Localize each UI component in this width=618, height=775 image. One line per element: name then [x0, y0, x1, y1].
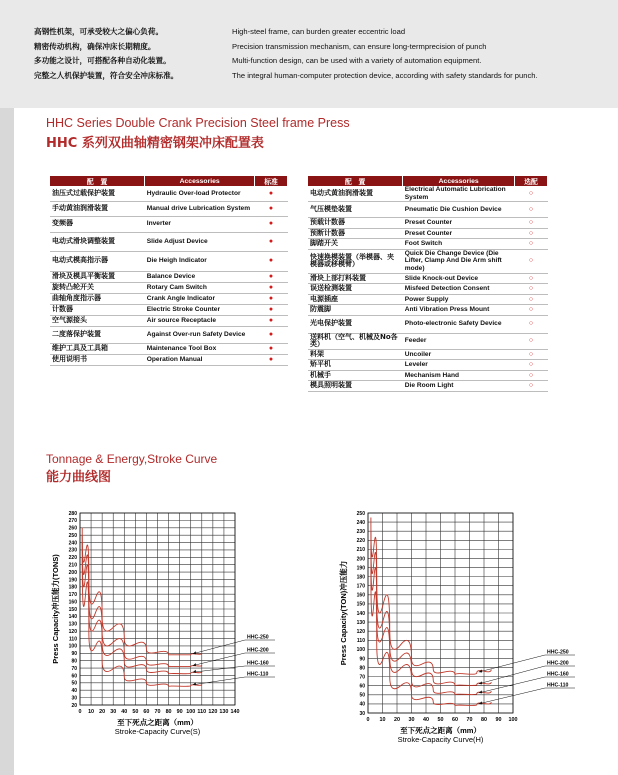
feature-en: The integral human-computer protection device, according with safety standards for punch. — [232, 70, 538, 80]
features-band — [0, 0, 618, 108]
row-en: Foot Switch — [403, 239, 515, 250]
y-tick-label: 100 — [68, 643, 77, 650]
table-row — [50, 186, 288, 201]
standard-accessories-table — [50, 176, 288, 366]
row-en: Slide Knock-out Device — [403, 273, 515, 284]
row-mark: ○ — [515, 249, 548, 273]
row-en: Die Room Light — [403, 381, 515, 392]
y-tick-label: 180 — [68, 584, 77, 591]
y-tick-label: 20 — [71, 702, 77, 709]
table-row — [50, 293, 288, 304]
curve-title-cn: 能力曲线图 — [46, 470, 112, 485]
row-cn: 矫平机 — [308, 360, 403, 371]
y-tick-label: 60 — [359, 683, 365, 690]
y-tick-label: 140 — [356, 610, 365, 617]
y-tick-label: 260 — [68, 525, 77, 532]
row-mark: ○ — [515, 333, 548, 349]
y-tick-label: 120 — [356, 628, 365, 635]
row-en: Anti Vibration Press Mount — [403, 305, 515, 316]
y-axis-label: Press Capacity(TON)冲压能力 — [339, 560, 348, 666]
y-tick-label: 200 — [356, 556, 365, 563]
series-label: HHC-160 — [247, 660, 269, 667]
row-mark: ○ — [515, 186, 548, 202]
row-mark: ● — [255, 282, 288, 293]
x-tick-label: 140 — [230, 709, 240, 715]
y-tick-label: 120 — [68, 628, 77, 635]
row-en: Leveler — [403, 360, 515, 371]
x-tick-label: 80 — [165, 709, 172, 715]
row-en: Rotary Cam Switch — [145, 282, 255, 293]
x-tick-label: 120 — [208, 709, 218, 715]
table-row — [308, 218, 548, 229]
row-mark: ○ — [515, 370, 548, 381]
x-tick-label: 90 — [176, 709, 183, 715]
row-cn: 变频器 — [50, 216, 145, 232]
x-tick-label: 70 — [466, 717, 473, 723]
feature-cn: 精密传动机构，确保冲床长期精度。 — [34, 41, 156, 51]
leader-arrow — [193, 651, 196, 654]
y-tick-label: 250 — [68, 532, 77, 539]
table-row — [50, 271, 288, 282]
row-en: Against Over-run Safety Device — [145, 326, 255, 343]
table-row — [308, 381, 548, 392]
x-tick-label: 0 — [78, 709, 82, 715]
y-tick-label: 140 — [68, 614, 77, 621]
table-row — [50, 354, 288, 365]
opt-header-config: 配 置 — [308, 176, 403, 186]
row-mark: ○ — [515, 202, 548, 218]
row-mark: ● — [255, 354, 288, 365]
x-tick-label: 50 — [132, 709, 139, 715]
row-cn: 模具照明装置 — [308, 381, 403, 392]
table-row — [308, 284, 548, 295]
row-cn: 滑块及模具平衡装置 — [50, 271, 145, 282]
row-mark: ● — [255, 232, 288, 251]
row-en: Mechanism Hand — [403, 370, 515, 381]
x-tick-label: 10 — [88, 709, 95, 715]
table-row — [50, 282, 288, 293]
x-tick-label: 30 — [110, 709, 117, 715]
leader-line — [479, 655, 545, 672]
x-tick-label: 130 — [219, 709, 229, 715]
row-cn: 防震脚 — [308, 305, 403, 316]
x-tick-label: 50 — [437, 717, 444, 723]
series-label: HHC-110 — [247, 671, 269, 678]
table-row — [50, 343, 288, 354]
row-mark: ● — [255, 304, 288, 315]
x-tick-label: 20 — [99, 709, 106, 715]
row-en: Preset Counter — [403, 228, 515, 239]
row-cn: 误送检测装置 — [308, 284, 403, 295]
y-tick-label: 30 — [359, 710, 365, 717]
y-tick-label: 130 — [356, 619, 365, 626]
y-tick-label: 70 — [71, 665, 77, 672]
x-tick-label: 30 — [408, 717, 415, 723]
table-row — [50, 216, 288, 232]
left-decor-bar — [0, 108, 14, 775]
std-header-accessories: Accessories — [145, 176, 255, 186]
y-tick-label: 170 — [356, 583, 365, 590]
leader-line — [193, 640, 245, 654]
x-tick-label: 40 — [423, 717, 429, 723]
row-cn: 料架 — [308, 349, 403, 360]
row-cn: 预断计数器 — [308, 228, 403, 239]
series-label: HHC-110 — [547, 682, 569, 689]
feature-en: Multi-function design, can be used with a variety of automation equipment. — [232, 56, 482, 65]
row-mark: ● — [255, 293, 288, 304]
y-tick-label: 190 — [356, 565, 365, 572]
y-tick-label: 250 — [356, 510, 365, 517]
curve-title-en: Tonnage & Energy,Stroke Curve — [46, 452, 218, 466]
y-tick-label: 160 — [356, 592, 365, 599]
table-row — [50, 315, 288, 326]
row-en: Quick Die Change Device (Die Lifter, Clamp And Die Arm shift mode) — [403, 249, 515, 273]
opt-header-optional: 选配 — [515, 176, 548, 186]
y-tick-label: 220 — [68, 555, 77, 562]
row-cn: 预载计数器 — [308, 218, 403, 229]
row-cn: 计数器 — [50, 304, 145, 315]
y-tick-label: 280 — [68, 510, 77, 517]
y-tick-label: 170 — [68, 592, 77, 599]
row-mark: ○ — [515, 284, 548, 295]
y-tick-label: 220 — [356, 538, 365, 545]
x-tick-label: 0 — [366, 717, 370, 723]
row-mark: ● — [255, 315, 288, 326]
row-cn: 气压模垫装置 — [308, 202, 403, 218]
y-tick-label: 180 — [356, 574, 365, 581]
row-cn: 机械手 — [308, 370, 403, 381]
leader-line — [193, 653, 245, 666]
row-cn: 送料机（空气、机械及No各类） — [308, 333, 403, 349]
row-en: Electrical Automatic Lubrication System — [403, 186, 515, 202]
y-tick-label: 200 — [68, 569, 77, 576]
y-tick-label: 110 — [356, 638, 365, 645]
y-tick-label: 40 — [71, 688, 77, 695]
y-tick-label: 190 — [68, 577, 77, 584]
row-en: Power Supply — [403, 294, 515, 305]
table-row — [50, 251, 288, 271]
y-tick-label: 80 — [71, 658, 77, 665]
row-mark: ● — [255, 201, 288, 216]
series-label: HHC-250 — [247, 634, 269, 641]
row-en: Feeder — [403, 333, 515, 349]
y-tick-label: 90 — [359, 656, 365, 663]
table-row — [50, 326, 288, 343]
y-tick-label: 60 — [71, 673, 77, 680]
leader-arrow — [193, 670, 196, 673]
table-row — [308, 294, 548, 305]
row-en: Maintenance Tool Box — [145, 343, 255, 354]
y-tick-label: 90 — [71, 651, 77, 658]
row-mark: ○ — [515, 305, 548, 316]
table-row — [308, 249, 548, 273]
y-tick-label: 210 — [68, 562, 77, 569]
row-mark: ○ — [515, 315, 548, 333]
x-axis-label-en: Stroke-Capacity Curve(S) — [114, 727, 201, 736]
x-tick-label: 80 — [481, 717, 487, 723]
x-axis-label-cn: 至下死点之距离（mm） — [400, 726, 481, 735]
table-row — [308, 305, 548, 316]
y-tick-label: 40 — [359, 701, 365, 708]
table-row — [308, 202, 548, 218]
x-tick-label: 100 — [508, 717, 518, 723]
series-label: HHC-200 — [247, 647, 269, 654]
y-tick-label: 100 — [356, 647, 365, 654]
row-mark: ● — [255, 186, 288, 201]
y-tick-label: 270 — [68, 518, 77, 525]
row-mark: ○ — [515, 381, 548, 392]
x-tick-label: 70 — [154, 709, 161, 715]
table-row — [308, 239, 548, 250]
x-tick-label: 60 — [452, 717, 458, 723]
stroke-capacity-chart-h — [330, 505, 580, 755]
row-mark: ○ — [515, 218, 548, 229]
row-cn: 脚踏开关 — [308, 239, 403, 250]
std-header-standard: 标准 — [255, 176, 288, 186]
row-cn: 电源插座 — [308, 294, 403, 305]
table-row — [308, 186, 548, 202]
row-en: Air source Receptacle — [145, 315, 255, 326]
row-cn: 电动式模高指示器 — [50, 251, 145, 271]
row-en: Pneumatic Die Cushion Device — [403, 202, 515, 218]
feature-cn: 完整之人机保护装置，符合安全冲床标准。 — [34, 70, 179, 80]
row-mark: ● — [255, 271, 288, 282]
row-cn: 旋转凸轮开关 — [50, 282, 145, 293]
row-en: Operation Manual — [145, 354, 255, 365]
x-tick-label: 110 — [197, 709, 207, 715]
row-cn: 滑块上部打料装置 — [308, 273, 403, 284]
series-label: HHC-250 — [547, 649, 569, 656]
y-tick-label: 50 — [359, 692, 365, 699]
table-row — [308, 273, 548, 284]
table-row — [308, 315, 548, 333]
y-tick-label: 240 — [356, 519, 365, 526]
row-en: Preset Counter — [403, 218, 515, 229]
chart-grid — [80, 513, 235, 705]
row-mark: ○ — [515, 360, 548, 371]
row-en: Photo-electronic Safety Device — [403, 315, 515, 333]
y-tick-label: 130 — [68, 621, 77, 628]
series-title-cn: HHC 系列双曲轴精密钢架冲床配置表 — [46, 136, 264, 151]
x-tick-label: 60 — [143, 709, 150, 715]
feature-en: High-steel frame, can burden greater eccentric load — [232, 27, 406, 36]
optional-accessories-table — [308, 176, 548, 392]
y-tick-label: 30 — [71, 695, 77, 702]
y-tick-label: 150 — [68, 606, 77, 613]
y-tick-label: 160 — [68, 599, 77, 606]
y-tick-label: 230 — [68, 547, 77, 554]
row-mark: ● — [255, 251, 288, 271]
row-en: Crank Angle Indicator — [145, 293, 255, 304]
x-axis-label-en: Stroke-Capacity Curve(H) — [397, 735, 484, 744]
row-en: Hydraulic Over-load Protector — [145, 186, 255, 201]
row-cn: 油压式过载保护装置 — [50, 186, 145, 201]
y-tick-label: 210 — [356, 547, 365, 554]
opt-header-accessories: Accessories — [403, 176, 515, 186]
row-en: Slide Adjust Device — [145, 232, 255, 251]
row-mark: ○ — [515, 294, 548, 305]
y-tick-label: 50 — [71, 680, 77, 687]
series-label: HHC-200 — [547, 660, 569, 667]
x-tick-label: 40 — [121, 709, 128, 715]
leader-arrow — [193, 663, 196, 666]
row-en: Manual drive Lubrication System — [145, 201, 255, 216]
feature-cn: 多功能之设计，可搭配各种自动化装置。 — [34, 56, 171, 65]
y-axis-label: Press Capacity冲压能力(TONS) — [51, 554, 60, 664]
row-cn: 手动黄油润滑装置 — [50, 201, 145, 216]
row-en: Inverter — [145, 216, 255, 232]
row-cn: 二度落保护装置 — [50, 326, 145, 343]
leader-line — [193, 666, 245, 672]
y-tick-label: 150 — [356, 601, 365, 608]
x-tick-label: 90 — [495, 717, 502, 723]
row-cn: 电动式滑块调整装置 — [50, 232, 145, 251]
row-mark: ● — [255, 216, 288, 232]
row-en: Balance Device — [145, 271, 255, 282]
row-cn: 使用说明书 — [50, 354, 145, 365]
table-row — [50, 201, 288, 216]
row-en: Electric Stroke Counter — [145, 304, 255, 315]
series-label: HHC-160 — [547, 671, 569, 678]
row-cn: 电动式黄油润滑装置 — [308, 186, 403, 202]
row-mark: ○ — [515, 239, 548, 250]
y-tick-label: 240 — [68, 540, 77, 547]
y-tick-label: 110 — [68, 636, 77, 643]
table-row — [308, 349, 548, 360]
y-tick-label: 80 — [359, 665, 365, 672]
row-en: Misfeed Detection Consent — [403, 284, 515, 295]
row-cn: 光电保护装置 — [308, 315, 403, 333]
x-tick-label: 10 — [379, 717, 386, 723]
row-en: Uncoiler — [403, 349, 515, 360]
feature-en: Precision transmission mechanism, can ensure long-termprecision of punch — [232, 41, 487, 51]
y-tick-label: 230 — [356, 528, 365, 535]
series-line-hhc-250 — [371, 518, 491, 675]
series-line-hhc-200 — [82, 535, 202, 666]
feature-cn: 高钢性机架，可承受较大之偏心负荷。 — [34, 27, 164, 36]
row-cn: 曲轴角度指示器 — [50, 293, 145, 304]
leader-line — [193, 677, 245, 685]
x-tick-label: 100 — [186, 709, 196, 715]
table-row — [50, 232, 288, 251]
row-mark: ○ — [515, 349, 548, 360]
stroke-capacity-chart-s — [40, 505, 290, 755]
table-row — [308, 370, 548, 381]
table-row — [308, 360, 548, 371]
table-row — [308, 333, 548, 349]
row-mark: ○ — [515, 228, 548, 239]
y-tick-label: 70 — [359, 674, 365, 681]
row-mark: ● — [255, 326, 288, 343]
series-title-en: HHC Series Double Crank Precision Steel frame Press — [46, 116, 350, 130]
series-line-hhc-250 — [82, 528, 202, 655]
row-en: Die Heigh Indicator — [145, 251, 255, 271]
row-cn: 维护工具及工具箱 — [50, 343, 145, 354]
table-row — [50, 304, 288, 315]
leader-line — [479, 666, 545, 684]
series-line-hhc-110 — [82, 557, 202, 686]
row-cn: 快速换模装置（举模器、夹模器或移模臂） — [308, 249, 403, 273]
row-cn: 空气源接头 — [50, 315, 145, 326]
x-axis-label-cn: 至下死点之距离（mm） — [117, 718, 198, 727]
row-mark: ○ — [515, 273, 548, 284]
row-mark: ● — [255, 343, 288, 354]
x-tick-label: 20 — [394, 717, 400, 723]
table-row — [308, 228, 548, 239]
std-header-config: 配 置 — [50, 176, 145, 186]
